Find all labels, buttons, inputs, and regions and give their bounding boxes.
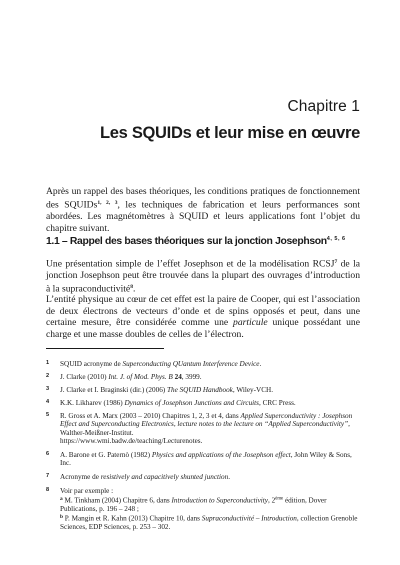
footnote-number: 6 (46, 451, 50, 457)
footnote-text: J. Clarke (2010) Int. J. of Mod. Phys. B 24, 3999. (60, 373, 202, 381)
footnote-text: Acronyme de resistively and capacitively shunted junction. (60, 473, 230, 481)
footnote (46, 386, 360, 394)
footnote-url: https://www.wmi.badw.de/teaching/Lecturenotes. (60, 436, 203, 445)
footnote-number: 4 (46, 399, 50, 405)
footnote-number: 5 (46, 412, 50, 418)
footnote (46, 487, 360, 531)
chapter-label: Chapitre 1 (287, 98, 360, 115)
footnote-text: A. Barone et G. Paternò (1982) Physics and applications of the Josephson effect, John Wiley & Sons, Inc. (60, 451, 352, 468)
footnote (46, 373, 360, 381)
footnote-text: SQUID acronyme de Superconducting QUantum Interference Device. (60, 360, 262, 368)
footnote (46, 360, 360, 368)
intro-paragraph: Après un rappel des bases théoriques, les conditions pratiques de fonctionnement des SQUIDs$^{1, 2, 3}$, les techniques de fabrication et leurs performances sont abordées. Les magnétomètres à SQUID et leurs applications font l’objet du chapitre suivant. (46, 186, 360, 234)
body-paragraph: L’entité physique au cœur de cet effet est la paire de Cooper, qui est l’association de deux électrons de vecteurs d’onde et de spins opposés et peut, dans une certaine mesure, être considérée comme une particule unique possédant une charge et une masse doubles de celles de l’électron. (46, 294, 360, 341)
chapter-title: Les SQUIDs et leur mise en œuvre (100, 124, 360, 142)
footnote-text: Voir par exemple : $^a$ M. Tinkham (2004) Chapitre 6, dans Introduction to Superconductivity, 2ème édition, Dover Publications, p. 196 – 248 ; $^b$ P. Mangin et R. Kahn (2013) Chapitre 10, dans Supraconductivité – Introduction, collection Grenoble Sciences, EDP Sciences, p. 253 – 302. (60, 487, 358, 532)
footnote (46, 399, 360, 407)
section-heading: 1.1 – Rappel des bases théoriques sur la jonction Josephson$^{4, 5, 6}$ (46, 236, 346, 247)
footnote-ref: 4, 5, 6 (326, 236, 346, 242)
footnote-number: 8 (46, 487, 50, 493)
footnote-ref: 8 (130, 283, 133, 290)
body-paragraph: Une présentation simple de l’effet Josephson et de la modélisation RCSJ$^7$ de la jonction Josephson peut être trouvée dans la plupart des ouvrages d’introduction à la supraconductivité$^8$. (46, 258, 360, 294)
footnote (46, 451, 360, 468)
footnote-text: J. Clarke et I. Braginski (dir.) (2006) The SQUID Handbook, Wiley-VCH. (60, 386, 273, 394)
footnote-text: K.K. Likharev (1986) Dynamics of Josephson Junctions and Circuits, CRC Press. (60, 399, 296, 407)
footnote-number: 3 (46, 386, 50, 392)
footnote-separator (46, 348, 164, 349)
footnote-ref: 7 (334, 259, 338, 265)
footnote-number: 1 (46, 360, 50, 366)
footnote-number: 7 (46, 473, 50, 479)
footnote (46, 473, 360, 481)
footnote (46, 412, 360, 445)
footnote-text: R. Gross et A. Marx (2003 – 2010) Chapitres 1, 2, 3 et 4, dans Applied Superconductivity : Josephson Effect and Superconducting Electronics, lecture notes to the lecture on “Applied Superconductivity”, Walther-Meißner-Institut. https://www.wmi.badw.de/teaching/Lecturenotes. (60, 412, 360, 445)
footnote-ref: 1, 2, 3 (97, 199, 118, 206)
footnote-number: 2 (46, 373, 50, 379)
